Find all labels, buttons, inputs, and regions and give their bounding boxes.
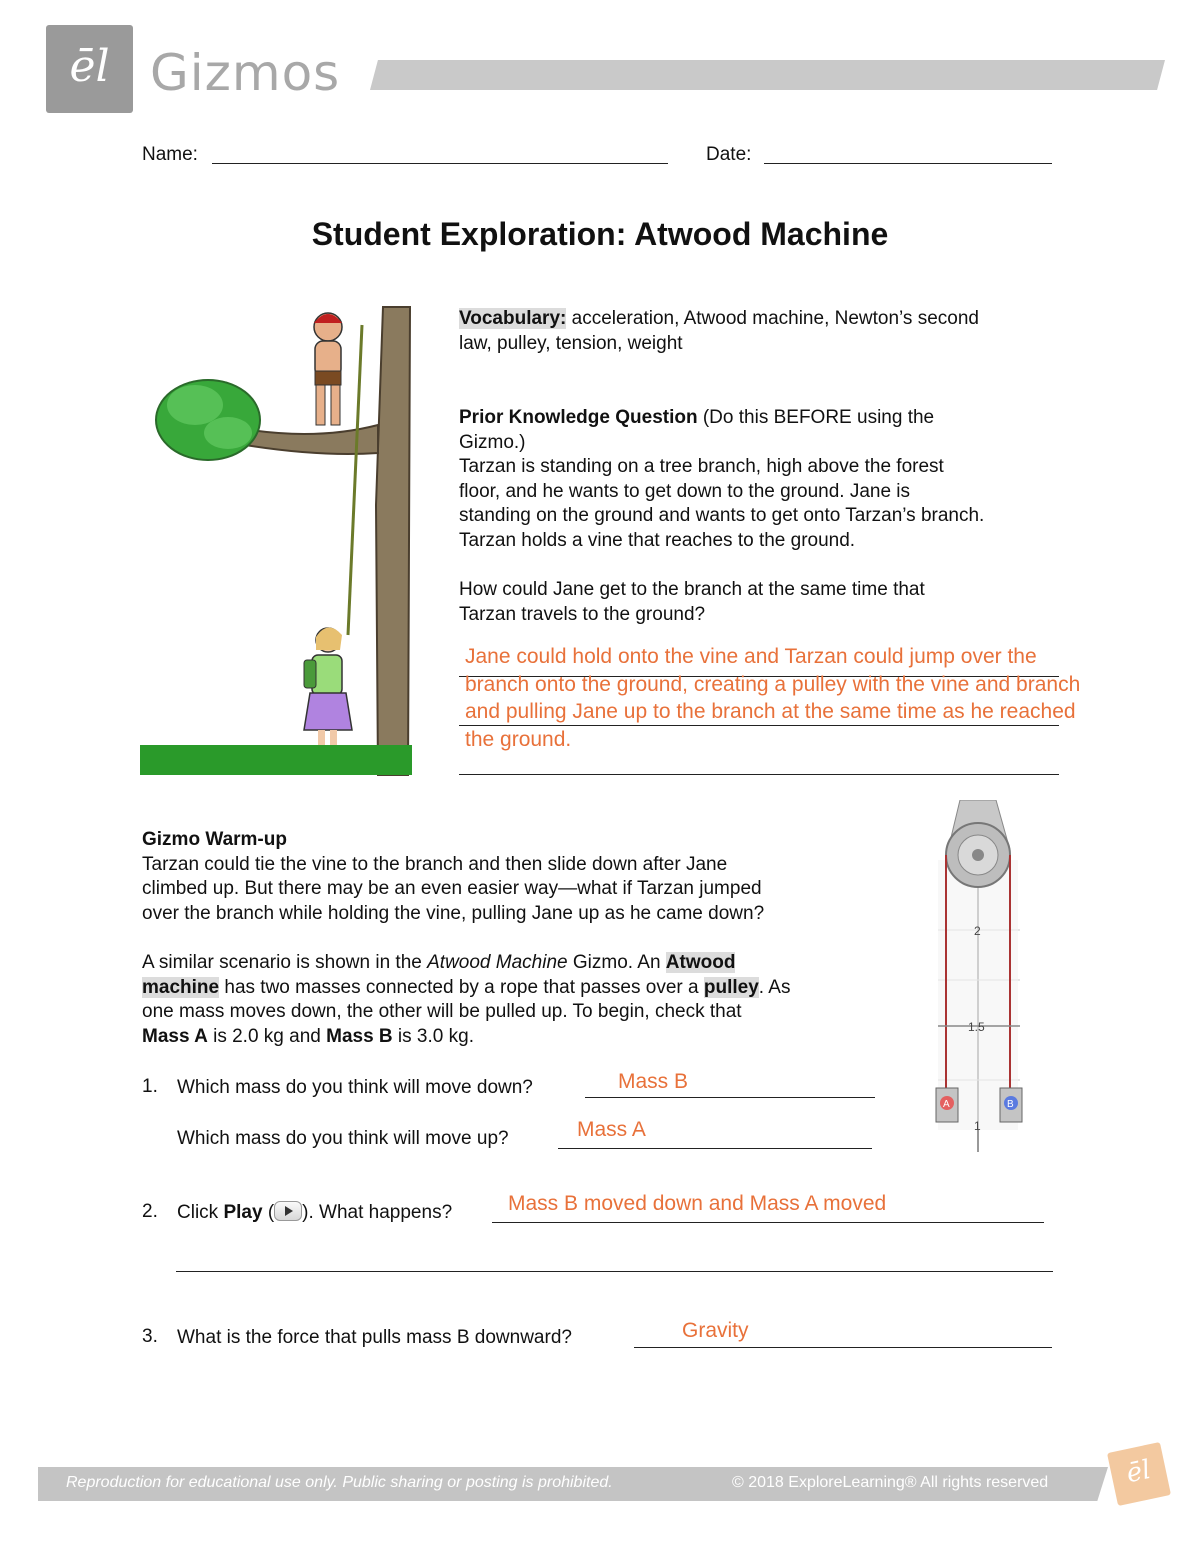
mass-b-label: Mass B bbox=[326, 1025, 393, 1047]
scale-tick-1: 1 bbox=[974, 1119, 981, 1133]
term-machine: machine bbox=[142, 976, 220, 998]
logo-glyph: ēl bbox=[69, 41, 110, 92]
answer-line-2[interactable] bbox=[459, 725, 1059, 726]
footer-copyright: © 2018 ExploreLearning® All rights reserved bbox=[732, 1474, 1049, 1491]
mass-a-marker: A bbox=[943, 1099, 950, 1110]
warmup-p2-a: A similar scenario is shown in the bbox=[142, 951, 428, 973]
term-atwood: Atwood bbox=[665, 951, 736, 973]
term-pulley: pulley bbox=[703, 976, 759, 998]
warmup-p2-f: is 3.0 kg. bbox=[392, 1025, 474, 1047]
prior-text-3: standing on the ground and wants to get onto Tarzan’s branch. bbox=[459, 505, 985, 527]
header-logo bbox=[46, 25, 133, 113]
vocabulary bbox=[459, 307, 1079, 356]
q2-text-pre: Click bbox=[177, 1202, 224, 1223]
name-field[interactable] bbox=[212, 163, 668, 164]
scale-tick-2: 2 bbox=[974, 924, 981, 938]
footer-disclaimer: Reproduction for educational use only. Public sharing or posting is prohibited. bbox=[66, 1474, 613, 1491]
name-label: Name: bbox=[142, 144, 198, 165]
q2-text bbox=[177, 1201, 452, 1226]
q3-text: What is the force that pulls mass B downward? bbox=[177, 1327, 572, 1348]
q3-answer-line[interactable] bbox=[634, 1347, 1052, 1348]
vocabulary-label: Vocabulary: bbox=[459, 308, 567, 329]
prior-question-2: Tarzan travels to the ground? bbox=[459, 603, 706, 625]
prior-answer-1: Jane could hold onto the vine and Tarzan could jump over the bbox=[465, 645, 1037, 668]
footer-logo-glyph: ēl bbox=[1123, 1454, 1154, 1490]
prior-text-2: floor, and he wants to get down to the ground. Jane is bbox=[459, 480, 911, 502]
q3-number: 3. bbox=[142, 1326, 158, 1347]
q1-answer-line-b[interactable] bbox=[558, 1148, 872, 1149]
mass-b-marker: B bbox=[1007, 1099, 1014, 1110]
q1-answer-a: Mass B bbox=[618, 1070, 689, 1093]
answer-line-3[interactable] bbox=[459, 774, 1059, 775]
prior-question-1: How could Jane get to the branch at the same time that bbox=[459, 579, 925, 601]
warmup-p2-c: has two masses connected by a rope that passes over a bbox=[219, 976, 704, 998]
date-label: Date: bbox=[706, 144, 752, 165]
warmup-p2-b: Gizmo. An bbox=[567, 951, 666, 973]
prior-heading-line2: Gizmo.) bbox=[459, 431, 526, 453]
gizmo-name: Atwood Machine bbox=[427, 951, 568, 973]
q2-answer-line-1[interactable] bbox=[492, 1222, 1044, 1223]
q2-text-post: ( bbox=[262, 1202, 275, 1223]
atwood-machine-illustration bbox=[930, 800, 1030, 1152]
date-field[interactable] bbox=[764, 163, 1052, 164]
prior-heading-rest: (Do this BEFORE using the bbox=[697, 407, 935, 428]
footer-logo bbox=[1107, 1442, 1171, 1506]
warmup-section bbox=[142, 828, 902, 1049]
q1-text-a: Which mass do you think will move down? bbox=[177, 1077, 533, 1098]
tarzan-jane-illustration bbox=[140, 305, 412, 777]
prior-answer-2: branch onto the ground, creating a pulley with the vine and branch bbox=[465, 673, 1081, 696]
play-label: Play bbox=[223, 1202, 263, 1223]
vocabulary-line2: law, pulley, tension, weight bbox=[459, 332, 683, 354]
warmup-p2-line3: one mass moves down, the other will be pulled up. To begin, check that bbox=[142, 1001, 742, 1023]
mass-a-label: Mass A bbox=[142, 1025, 208, 1047]
warmup-heading: Gizmo Warm-up bbox=[142, 829, 287, 850]
warmup-text-1: Tarzan could tie the vine to the branch and then slide down after Jane bbox=[142, 853, 728, 875]
q1-text-b: Which mass do you think will move up? bbox=[177, 1128, 509, 1149]
play-icon bbox=[274, 1201, 302, 1221]
warmup-text-2: climbed up. But there may be an even easier way—what if Tarzan jumped bbox=[142, 878, 762, 900]
header-bar bbox=[370, 60, 1165, 90]
prior-heading: Prior Knowledge Question bbox=[459, 407, 698, 428]
prior-text-4: Tarzan holds a vine that reaches to the ground. bbox=[459, 529, 856, 551]
prior-answer-3: and pulling Jane up to the branch at the same time as he reached bbox=[465, 700, 1076, 723]
q1-answer-b: Mass A bbox=[577, 1118, 646, 1141]
warmup-p2-e: is 2.0 kg and bbox=[207, 1025, 327, 1047]
vocabulary-line1: acceleration, Atwood machine, Newton’s second bbox=[566, 308, 979, 329]
q2-answer: Mass B moved down and Mass A moved bbox=[508, 1192, 887, 1215]
prior-knowledge bbox=[459, 406, 1079, 627]
q3-answer: Gravity bbox=[682, 1319, 749, 1342]
warmup-text-3: over the branch while holding the vine, pulling Jane up as he came down? bbox=[142, 902, 765, 924]
q2-text-end: ). What happens? bbox=[302, 1202, 453, 1223]
q1-number: 1. bbox=[142, 1076, 158, 1097]
scale-tick-1-5: 1.5 bbox=[968, 1020, 985, 1034]
q2-number: 2. bbox=[142, 1201, 158, 1222]
page-title: Student Exploration: Atwood Machine bbox=[311, 216, 889, 252]
brand-name: Gizmos bbox=[150, 44, 341, 102]
prior-answer-4: the ground. bbox=[465, 728, 572, 751]
prior-text-1: Tarzan is standing on a tree branch, high above the forest bbox=[459, 456, 944, 478]
q1-answer-line-a[interactable] bbox=[585, 1097, 875, 1098]
q2-answer-line-2[interactable] bbox=[176, 1271, 1053, 1272]
warmup-p2-d: . As bbox=[758, 976, 791, 998]
